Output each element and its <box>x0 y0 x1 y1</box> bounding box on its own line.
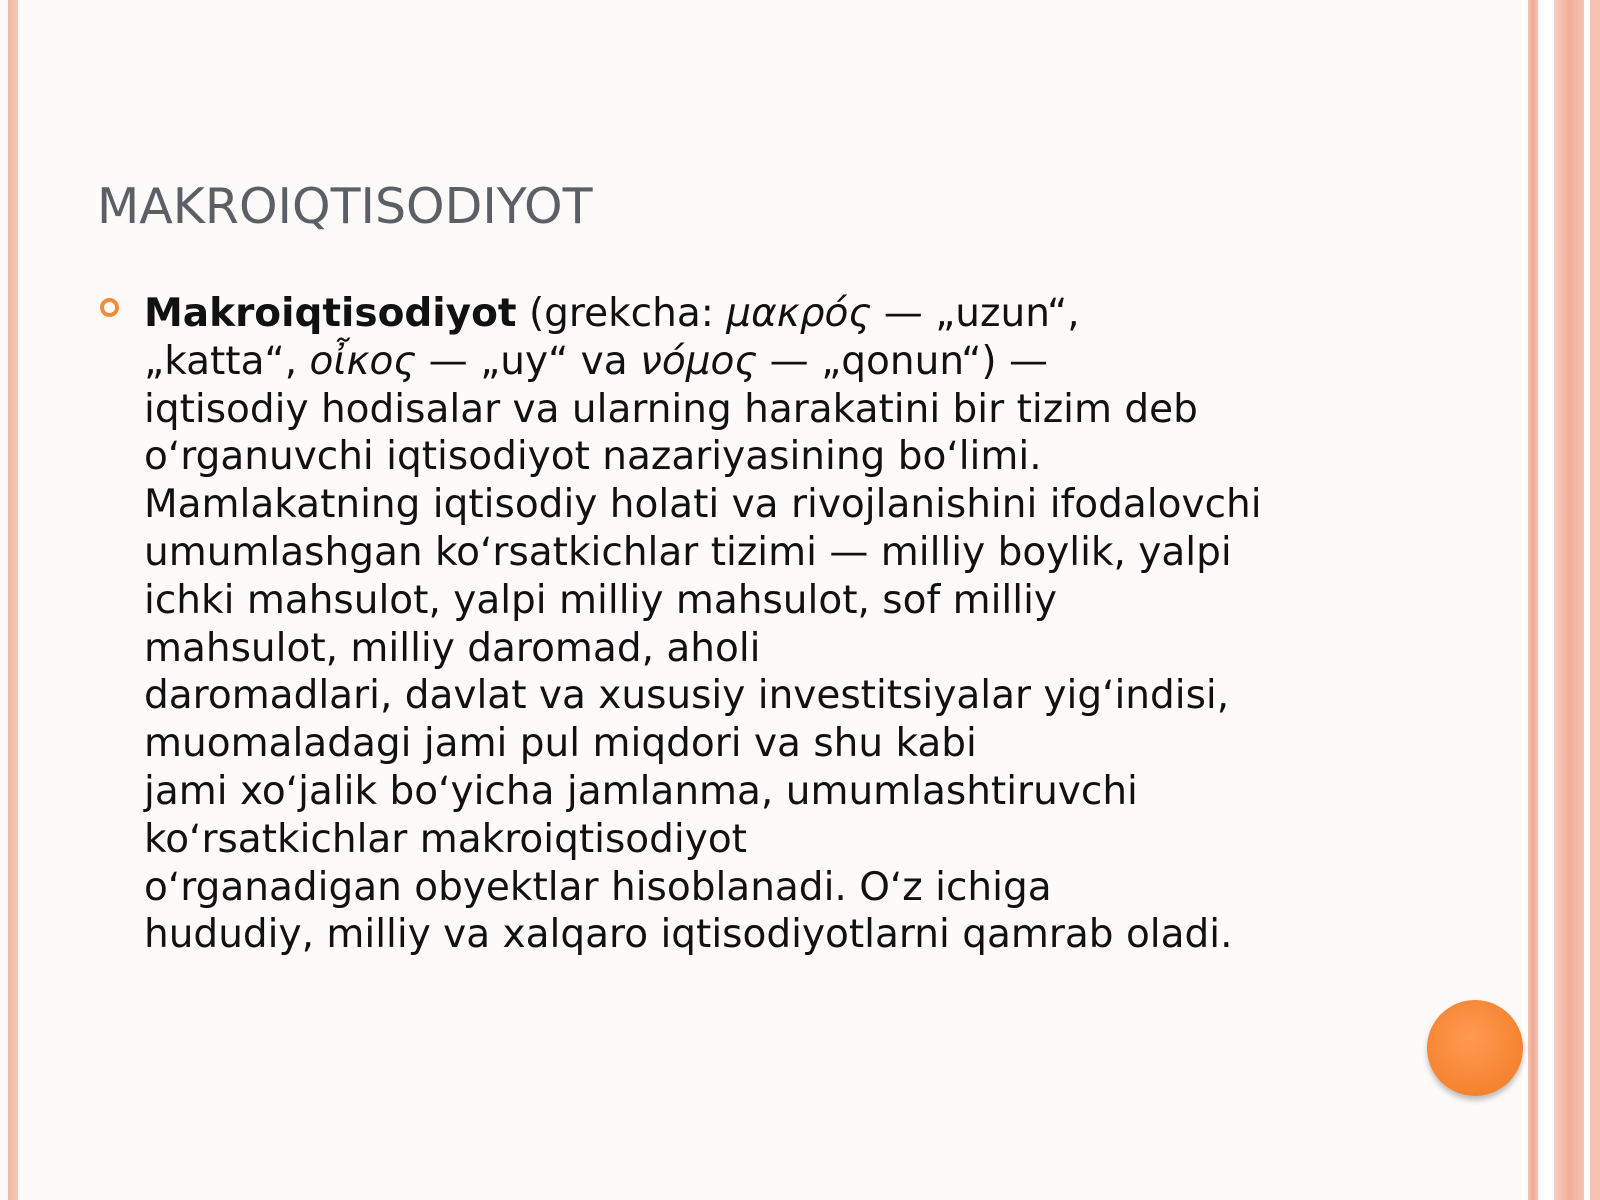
paragraph-line-2 <box>144 338 1504 386</box>
line2-text-a: „katta“, <box>144 338 310 384</box>
right-border-stripe-2 <box>1554 0 1584 1200</box>
paragraph-line-14: hududiy, milliy va xalqaro iqtisodiyotlarni qamrab oladi. <box>144 912 1233 958</box>
line1-text-b: — „uzun“, <box>871 291 1080 336</box>
paragraph-line-8: mahsulot, milliy daromad, aholi <box>144 625 761 671</box>
bullet-icon <box>100 298 119 317</box>
paragraph-line-3: iqtisodiy hodisalar va ularning harakatini bir tizim deb <box>144 386 1198 432</box>
term-bold: Makroiqtisodiyot <box>144 291 517 336</box>
greek-makros: μακρός <box>726 291 872 336</box>
paragraph-line-6: umumlashgan koʻrsatkichlar tizimi — milliy boylik, yalpi <box>144 529 1232 575</box>
paragraph-line-1 <box>144 290 1504 338</box>
right-border-stripe-1 <box>1528 0 1538 1200</box>
right-border-stripe-3 <box>1590 0 1600 1200</box>
paragraph-line-10: muomaladagi jami pul miqdori va shu kabi <box>144 721 977 767</box>
greek-nomos: νόμος <box>640 338 758 384</box>
slide-title: MAKROIQTISODIYOT <box>97 178 593 235</box>
line2-text-c: — „qonun“) — <box>757 338 1049 384</box>
line1-text-a: (grekcha: <box>516 291 727 336</box>
line2-text-b: — „uy“ va <box>416 338 641 384</box>
body-paragraph <box>144 290 1504 959</box>
paragraph-line-4: oʻrganuvchi iqtisodiyot nazariyasining boʻlimi. <box>144 434 1042 480</box>
greek-oikos: οἶκος <box>309 338 417 384</box>
paragraph-line-11: jami xoʻjalik boʻyicha jamlanma, umumlashtiruvchi <box>144 768 1138 814</box>
paragraph-line-12: koʻrsatkichlar makroiqtisodiyot <box>144 816 747 862</box>
left-border-stripe <box>8 0 18 1200</box>
paragraph-line-9: daromadlari, davlat va xususiy investitsiyalar yigʻindisi, <box>144 673 1230 719</box>
orange-circle-decoration <box>1427 1000 1523 1096</box>
paragraph-line-13: oʻrganadigan obyektlar hisoblanadi. Oʻz ichiga <box>144 864 1052 910</box>
paragraph-line-5: Mamlakatning iqtisodiy holati va rivojlanishini ifodalovchi <box>144 482 1262 528</box>
paragraph-line-7: ichki mahsulot, yalpi milliy mahsulot, sof milliy <box>144 577 1057 623</box>
